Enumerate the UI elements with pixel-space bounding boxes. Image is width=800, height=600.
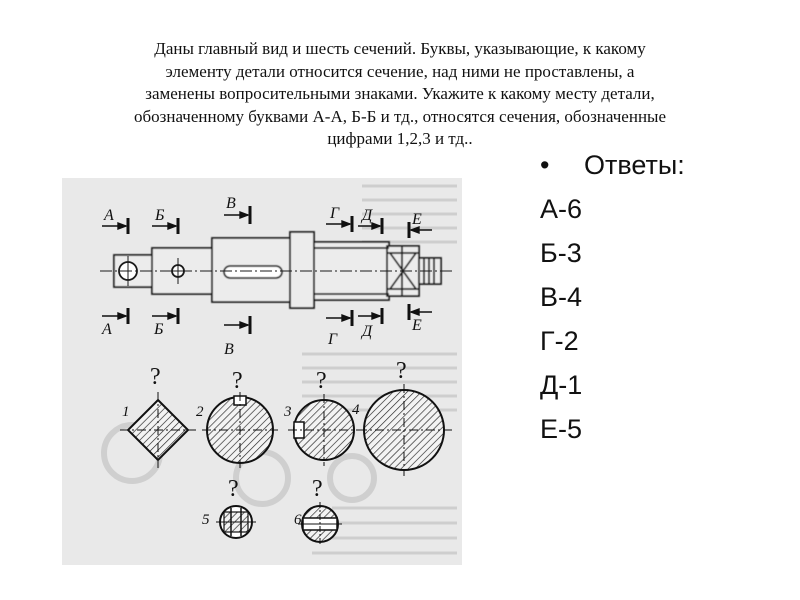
letter-V-bottom: В bbox=[224, 341, 234, 358]
letter-D-bottom: Д bbox=[362, 323, 373, 340]
section-number-1: 1 bbox=[122, 404, 130, 420]
shaft-collar bbox=[290, 232, 314, 308]
letter-B-bottom: Б bbox=[154, 321, 164, 338]
answer-item: В-4 bbox=[540, 282, 583, 312]
section-number-5: 5 bbox=[202, 512, 210, 528]
technical-drawing bbox=[62, 178, 462, 565]
question-mark-5: ? bbox=[228, 476, 239, 502]
question-line-1: Даны главный вид и шесть сечений. Буквы, указывающие, к какому bbox=[154, 39, 646, 58]
question-mark-6: ? bbox=[312, 476, 323, 502]
answer-item: А-6 bbox=[540, 194, 583, 224]
letter-E-bottom: Е bbox=[412, 317, 422, 334]
letter-A-bottom: А bbox=[102, 321, 112, 338]
section-number-3: 3 bbox=[284, 404, 292, 420]
answer-item: Б-3 bbox=[540, 238, 582, 268]
answer-item: Д-1 bbox=[540, 370, 583, 400]
section-number-6: 6 bbox=[294, 512, 302, 528]
section-number-4: 4 bbox=[352, 402, 360, 418]
letter-G-top: Г bbox=[330, 205, 340, 222]
question-line-5: цифрами 1,2,3 и тд.. bbox=[327, 129, 473, 148]
letter-B-top: Б bbox=[155, 207, 165, 224]
question-mark-3: ? bbox=[316, 368, 327, 394]
answers-heading-label: Ответы: bbox=[584, 150, 685, 180]
question-line-3: заменены вопросительными знаками. Укажите к какому месту детали, bbox=[145, 84, 655, 103]
question-mark-2: ? bbox=[232, 368, 243, 394]
letter-V-top: В bbox=[226, 195, 236, 212]
answers-heading bbox=[540, 150, 740, 190]
question-mark-1: ? bbox=[150, 364, 161, 390]
letter-G-bottom: Г bbox=[328, 331, 338, 348]
letter-D-top: Д bbox=[362, 207, 373, 224]
question-line-4: обозначенному буквами А-А, Б-Б и тд., относятся сечения, обозначенные bbox=[133, 106, 667, 126]
section-number-2: 2 bbox=[196, 404, 204, 420]
letter-E-top: Е bbox=[412, 211, 422, 228]
keyway-slot bbox=[224, 266, 282, 278]
question-line-2: элементу детали относится сечение, над ними не проставлены, а bbox=[165, 61, 635, 81]
letter-A-top: А bbox=[104, 207, 114, 224]
answer-item: Е-5 bbox=[540, 414, 583, 444]
bullet-icon: • bbox=[540, 150, 550, 180]
question-mark-4: ? bbox=[396, 358, 407, 384]
question-text bbox=[50, 38, 750, 151]
answer-item: Г-2 bbox=[540, 326, 579, 356]
